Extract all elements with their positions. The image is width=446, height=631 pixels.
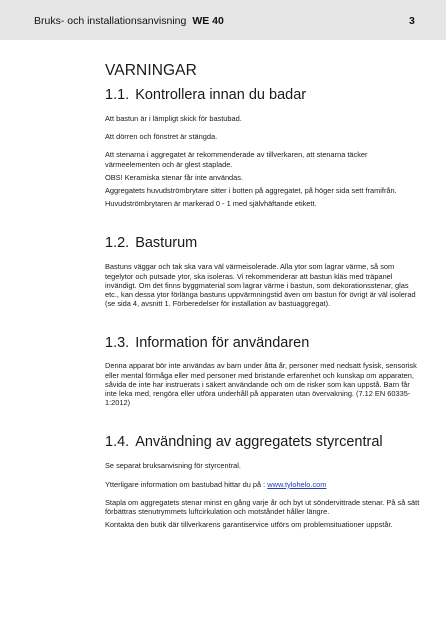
link-prefix: Ytterligare information om bastubad hittar du på : [105, 479, 268, 489]
paragraph: Se separat bruksanvisning för styrcentral. [105, 461, 241, 471]
manual-title: Bruks- och installationsanvisning [34, 15, 187, 27]
paragraph: Kontakta den butik där tillverkarens garantiservice utförs om problemsituationer uppstår. [105, 520, 393, 530]
paragraph: Bastuns väggar och tak ska vara väl värmeisolerade. Alla ytor som lagrar värme, så som tegelytor och putsade ytor, ska isoleras. Vi rekommenderar att bastun kläs med träpanel invändigt. Om det finns byggmaterial som lagrar värme i bastun, som dekorationsstenar, glas etc., kan dessa ytor förlänga bastuns uppvärmningstid även om bastun för övrigt är väl isolerad (se sida 4, avsnitt 1. Förberedelser för installation av bastuaggregat). [105, 262, 416, 309]
paragraph: Att bastun är i lämpligt skick för bastubad. [105, 114, 242, 123]
section-title: Information för användaren [135, 335, 310, 352]
section-title: Basturum [135, 235, 198, 252]
paragraph: OBS! Keramiska stenar får inte användas. [105, 172, 244, 182]
section-number: 1.1. [105, 87, 130, 103]
page-number: 3 [409, 15, 415, 27]
link-paragraph [105, 480, 423, 489]
section-heading-1-4 [105, 433, 423, 451]
warnings-heading: VARNINGAR [105, 62, 197, 79]
paragraph: Aggregatets huvudströmbrytare sitter i botten på aggregatet, på höger sida sett framifrån. [105, 186, 397, 196]
section-heading-1-2 [105, 234, 423, 252]
paragraph: Denna apparat bör inte användas av barn under åtta år, personer med nedsatt fysisk, sensorisk eller mental förmåga eller med personer med bristande erfarenhet och kunskap om apparaten, såvida de inte har instruerats i säkert användande och om de risker som kan uppstå. Barn får inte leka med, rengöra eller utföra underhåll på apparaten utan övervakning. (7.12 EN 60335-1:2012) [105, 361, 417, 408]
website-link[interactable]: www.tylohelo.com [267, 479, 327, 489]
section-number: 1.3. [105, 335, 130, 352]
page-header [0, 0, 446, 40]
paragraph: Huvudströmbrytaren är markerad 0 - 1 med självhäftande etikett. [105, 199, 317, 209]
paragraph: Stapla om aggregatets stenar minst en gång varje år och byt ut söndervittrade stenar. På så sätt förbättras stenutrymmets luftcirkulation och motståndet håller längre. [105, 497, 420, 517]
section-heading-1-1 [105, 86, 423, 104]
section-number: 1.4. [105, 434, 130, 451]
page-content [105, 62, 423, 529]
section-number: 1.2. [105, 235, 130, 252]
section-heading-1-3 [105, 334, 423, 352]
section-title: Kontrollera innan du badar [135, 87, 307, 103]
model-name: WE 40 [192, 15, 224, 27]
document-title [34, 15, 224, 27]
paragraph: Att dörren och fönstret är stängda. [105, 132, 218, 142]
paragraph: Att stenarna i aggregatet är rekommenderade av tillverkaren, att stenarna täcker värmeelementen och är glest staplade. [105, 150, 368, 169]
section-title: Användning av aggregatets styrcentral [135, 434, 383, 451]
